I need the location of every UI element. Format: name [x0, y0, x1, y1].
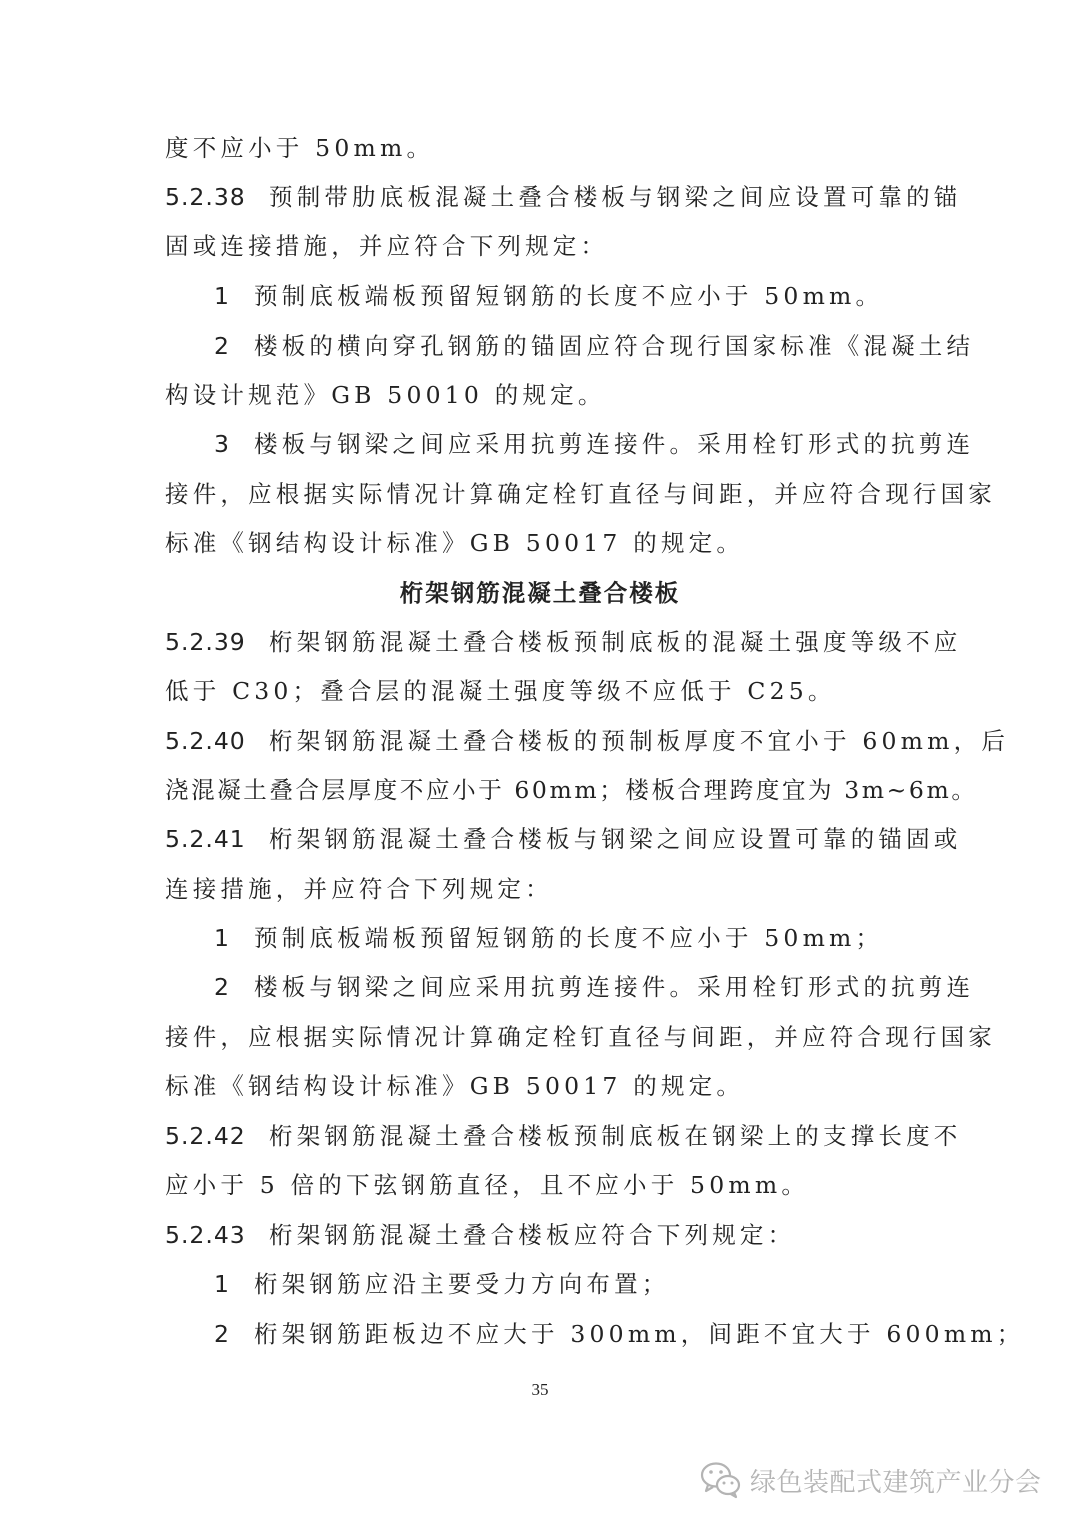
text-line: 度不应小于 50mm。: [165, 134, 435, 162]
list-item: 2 桁架钢筋距板边不应大于 300mm，间距不宜大于 600mm；: [214, 1320, 1025, 1348]
list-item: 2 楼板与钢梁之间应采用抗剪连接件。采用栓钉形式的抗剪连: [214, 973, 975, 1001]
item-number: 1: [214, 1270, 229, 1298]
item-number: 1: [214, 924, 229, 952]
clause-number: 5.2.42: [165, 1122, 246, 1150]
text-line: 标准《钢结构设计标准》GB 50017 的规定。: [165, 529, 745, 557]
item-number: 1: [214, 282, 229, 310]
text-line: 固或连接措施，并应符合下列规定：: [165, 232, 609, 260]
clause-5-2-43: 5.2.43 桁架钢筋混凝土叠合楼板应符合下列规定：: [165, 1221, 796, 1249]
clause-5-2-39: 5.2.39 桁架钢筋混凝土叠合楼板预制底板的混凝土强度等级不应: [165, 628, 962, 656]
text-line: 标准《钢结构设计标准》GB 50017 的规定。: [165, 1072, 745, 1100]
clause-5-2-42: 5.2.42 桁架钢筋混凝土叠合楼板预制底板在钢梁上的支撑长度不: [165, 1122, 962, 1150]
list-item: 2 楼板的横向穿孔钢筋的锚固应符合现行国家标准《混凝土结: [214, 332, 975, 360]
clause-5-2-38: 5.2.38 预制带肋底板混凝土叠合楼板与钢梁之间应设置可靠的锚: [165, 183, 962, 211]
clause-number: 5.2.39: [165, 628, 246, 656]
clause-number: 5.2.40: [165, 727, 246, 755]
clause-number: 5.2.41: [165, 825, 246, 853]
text-line: 连接措施，并应符合下列规定：: [165, 875, 553, 903]
item-number: 3: [214, 430, 229, 458]
item-number: 2: [214, 1320, 229, 1348]
text-line: 构设计规范》GB 50010 的规定。: [165, 381, 606, 409]
text-line: 应小于 5 倍的下弦钢筋直径，且不应小于 50mm。: [165, 1171, 810, 1199]
clause-5-2-40: 5.2.40 桁架钢筋混凝土叠合楼板的预制板厚度不宜小于 60mm，后: [165, 727, 1010, 755]
section-heading: 桁架钢筋混凝土叠合楼板: [399, 579, 681, 607]
list-item: 1 桁架钢筋应沿主要受力方向布置；: [214, 1270, 670, 1298]
page-number: 35: [531, 1380, 549, 1399]
item-number: 2: [214, 332, 229, 360]
item-number: 2: [214, 973, 229, 1001]
clause-number: 5.2.38: [165, 183, 246, 211]
watermark-text: 绿色装配式建筑产业分会: [750, 1467, 1042, 1498]
list-item: 1 预制底板端板预留短钢筋的长度不应小于 50mm。: [214, 282, 884, 310]
clause-5-2-41: 5.2.41 桁架钢筋混凝土叠合楼板与钢梁之间应设置可靠的锚固或: [165, 825, 962, 853]
watermark: [700, 1458, 1042, 1502]
text-line: 接件，应根据实际情况计算确定栓钉直径与间距，并应符合现行国家: [165, 480, 996, 508]
text-line: 低于 C30；叠合层的混凝土强度等级不应低于 C25。: [165, 677, 836, 705]
list-item: 3 楼板与钢梁之间应采用抗剪连接件。采用栓钉形式的抗剪连: [214, 430, 975, 458]
list-item: 1 预制底板端板预留短钢筋的长度不应小于 50mm；: [214, 924, 884, 952]
clause-number: 5.2.43: [165, 1221, 246, 1249]
text-line: 浇混凝土叠合层厚度不应小于 60mm；楼板合理跨度宜为 3m~6m。: [165, 776, 978, 804]
wechat-icon: [700, 1460, 742, 1500]
text-line: 接件，应根据实际情况计算确定栓钉直径与间距，并应符合现行国家: [165, 1023, 996, 1051]
